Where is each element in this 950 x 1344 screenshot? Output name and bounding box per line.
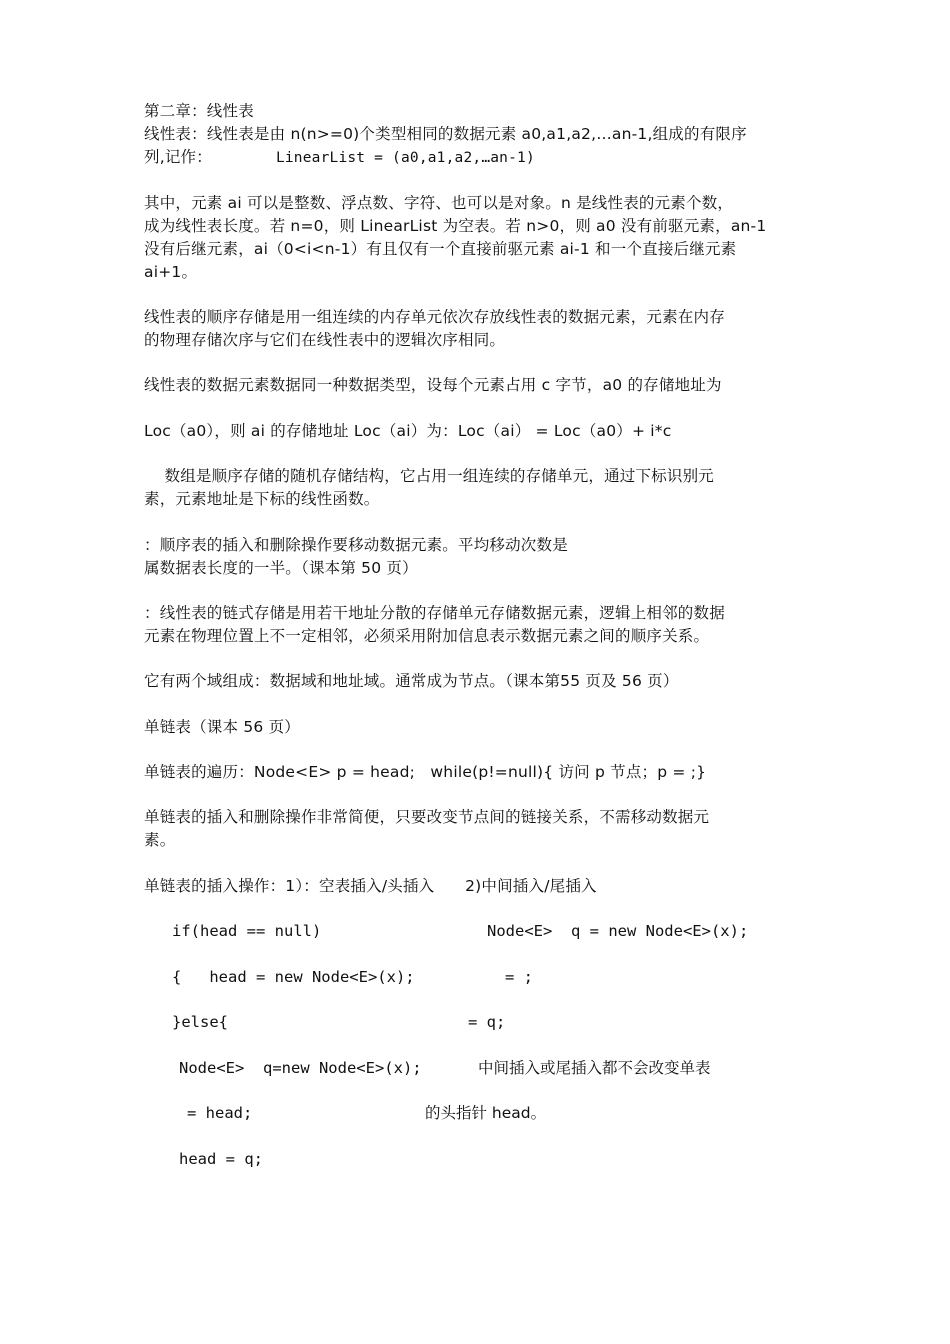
- para2-line-1: 线性表的顺序存储是用一组连续的内存单元依次存放线性表的数据元素，元素在内存: [144, 308, 725, 326]
- para11-line-2: 素。: [144, 831, 176, 849]
- code-comment-line-1: 中间插入或尾插入都不会改变单表: [478, 1059, 711, 1077]
- para7-line-1: ：线性表的链式存储是用若干地址分散的存储单元存储数据元素，逻辑上相邻的数据: [144, 604, 725, 622]
- code-line-1-right: Node<E> q = new Node<E>(x);: [487, 922, 749, 940]
- linearlist-formula: LinearList = (a0,a1,a2,…an-1): [275, 150, 535, 166]
- definition-label: 线性表：: [144, 125, 207, 143]
- para8: 它有两个域组成：数据域和地址域。通常成为节点。（课本第55 页及 56 页）: [144, 672, 679, 690]
- code-line-5-left: = head;: [187, 1104, 253, 1122]
- para1-line-1: 其中，元素 ai 可以是整数、浮点数、字符、也可以是对象。n 是线性表的元素个数，: [144, 194, 734, 212]
- code-comment-line-2: 的头指针 head。: [425, 1104, 547, 1122]
- code-line-3-left: }else{: [172, 1013, 228, 1031]
- para3: 线性表的数据元素数据同一种数据类型，设每个元素占用 c 字节，a0 的存储地址为: [144, 376, 722, 394]
- code-line-4-left: Node<E> q=new Node<E>(x);: [179, 1059, 422, 1077]
- para1-line-3: 没有后继元素，ai（0<i<n-1）有且仅有一个直接前驱元素 ai-1 和一个直接后继元素: [144, 240, 737, 258]
- definition-prefix: 列,记作：: [144, 148, 212, 166]
- para1-line-2: 成为线性表长度。若 n=0，则 LinearList 为空表。若 n>0，则 a0 没有前驱元素，an-1: [144, 217, 767, 235]
- para6-line-2: 属数据表长度的一半。（课本第 50 页）: [144, 559, 418, 577]
- para1-line-4: ai+1。: [144, 263, 198, 281]
- para2-line-2: 的物理存储次序与它们在线性表中的逻辑次序相同。: [144, 331, 506, 349]
- para9: 单链表（课本 56 页）: [144, 718, 300, 736]
- code-line-3-right: = q;: [468, 1013, 506, 1031]
- para5-line-2: 素，元素地址是下标的线性函数。: [144, 490, 380, 508]
- para5-line-1: 数组是顺序存储的随机存储结构，它占用一组连续的存储单元，通过下标识别元: [144, 467, 715, 485]
- para4: Loc（a0），则 ai 的存储地址 Loc（ai）为：Loc（ai） = Loc（a0）+ i*c: [144, 422, 672, 440]
- para10: 单链表的遍历：Node<E> p = head; while(p!=null){ 访问 p 节点；p = ;}: [144, 763, 707, 781]
- chapter-title: 第二章：线性表: [144, 102, 254, 120]
- para11-line-1: 单链表的插入和删除操作非常简便，只要改变节点间的链接关系，不需移动数据元: [144, 808, 710, 826]
- definition-line-1: [144, 123, 747, 145]
- definition-text: 线性表是由 n(n>=0)个类型相同的数据元素 a0,a1,a2,…an-1,组成的有限序: [206, 125, 747, 143]
- code-line-2-left: { head = new Node<E>(x);: [172, 968, 415, 986]
- para12: 单链表的插入操作：1）：空表插入/头插入 2)中间插入/尾插入: [144, 877, 597, 895]
- para7-line-2: 元素在物理位置上不一定相邻，必须采用附加信息表示数据元素之间的顺序关系。: [144, 627, 710, 645]
- code-line-6: head = q;: [179, 1150, 263, 1168]
- definition-line-2: [144, 146, 535, 169]
- code-line-2-right: = ;: [505, 968, 533, 986]
- code-line-1-left: if(head == null): [172, 922, 322, 940]
- para6-line-1: ：顺序表的插入和删除操作要移动数据元素。平均移动次数是: [144, 536, 568, 554]
